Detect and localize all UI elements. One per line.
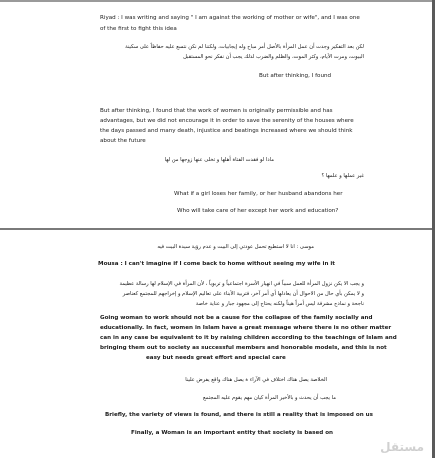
arabic-line-1: لكن بعد التفكير وجدت أن عمل المرأة بالأصل أمر مباح وله إيجابيات، ولكننا لم نكن نتسع عليه حفاظاً على سكينة: [125, 44, 364, 50]
english-paragraph-line-3: can in any case be equivalent to it by raising children according to the teachings of Islam and: [100, 335, 397, 341]
english-paragraph-line-1: Going woman to work should not be a cause for the collapse of the family socially and: [100, 315, 373, 321]
arabic-paragraph-line-1: و يجب الا يكن نزول المرأة للعمل سبباً في انهيار الأسرة اجتماعياً و تربوياً ، لأن المرأة في الإسلام لها رسالة عظيمة: [119, 281, 364, 287]
riyad-quote-line-1: Riyad : I was writing and saying " I am against the working of mother or wife", and I was one: [100, 15, 360, 21]
english-paragraph-line-2: educationally. In fact, women in Islam have a great message where there is no other matter: [100, 325, 392, 331]
question-1: What if a girl loses her family, or her husband abandons her: [174, 191, 343, 197]
watermark-logo: مستقل: [380, 440, 424, 454]
after-thinking-heading: But after thinking, I found: [259, 73, 332, 79]
riyad-quote-line-2: of the first to fight this idea: [100, 26, 177, 32]
paragraph-line-1: But after thinking, I found that the work of women is originally permissible and has: [100, 108, 333, 114]
mousa-arabic: موسى : انا لا استطيع تحمل عودتي إلى البيت و عدم رؤية سيدة البيت فيه: [157, 244, 314, 250]
question-2: Who will take care of her except her work and education?: [177, 208, 339, 214]
page-separator: [0, 228, 432, 230]
paragraph-line-4: about the future: [100, 138, 146, 144]
page-top-border: [0, 0, 432, 2]
arabic-summary-1: الخلاصة يصل هناك اختلاف في الآراء ة يصل هناك واقع يفرض علينا: [185, 377, 327, 383]
paragraph-line-3: the days passed and many death, injustice and beatings increased where we should think: [100, 128, 353, 134]
english-paragraph-line-4: bringing them out to society as successful members and honorable models, and this is not: [100, 345, 387, 351]
arabic-question-1: ماذا لو فقدت الفتاة أهلها و تخلى عنها زوجها من لها: [164, 157, 274, 163]
arabic-paragraph-line-3: ناجحة و نماذج مشرفة ليس أمراً هيناً ولكنه يحتاج إلى مجهود جبار و عناية خاصة: [195, 301, 364, 307]
arabic-summary-2: ما يجب أن يحدث و بالأخير المرأة كيان مهم يقوم عليه المجتمع: [202, 395, 336, 401]
arabic-question-2: غير عملها و علمها ؟: [321, 173, 364, 179]
mousa-quote: Mousa : I can't imagine if I come back to home without seeing my wife in it: [98, 261, 335, 267]
finally-line: Finally, a Woman is an important entity that society is based on: [131, 430, 334, 436]
arabic-paragraph-line-2: و لا يمكن بأي حال من الاحوال أن يعادلها أي أمر آخر، فتربية الأبناء على تعاليم الإسلام و إخراجهم للمجتمع كعناصر: [122, 291, 364, 297]
briefly-line: Briefly, the variety of views is found, and there is still a reality that is imposed on us: [105, 412, 373, 418]
arabic-line-2: البيوت، ومرت الأيام، وكثر الموت، والظلم والضرب لذلك يجب أن نفكر نحو المستقبل: [183, 54, 364, 60]
english-paragraph-line-5: easy but needs great effort and special care: [146, 355, 286, 361]
paragraph-line-2: advantages, but we did not encourage it in order to save the serenity of the houses where: [100, 118, 354, 124]
